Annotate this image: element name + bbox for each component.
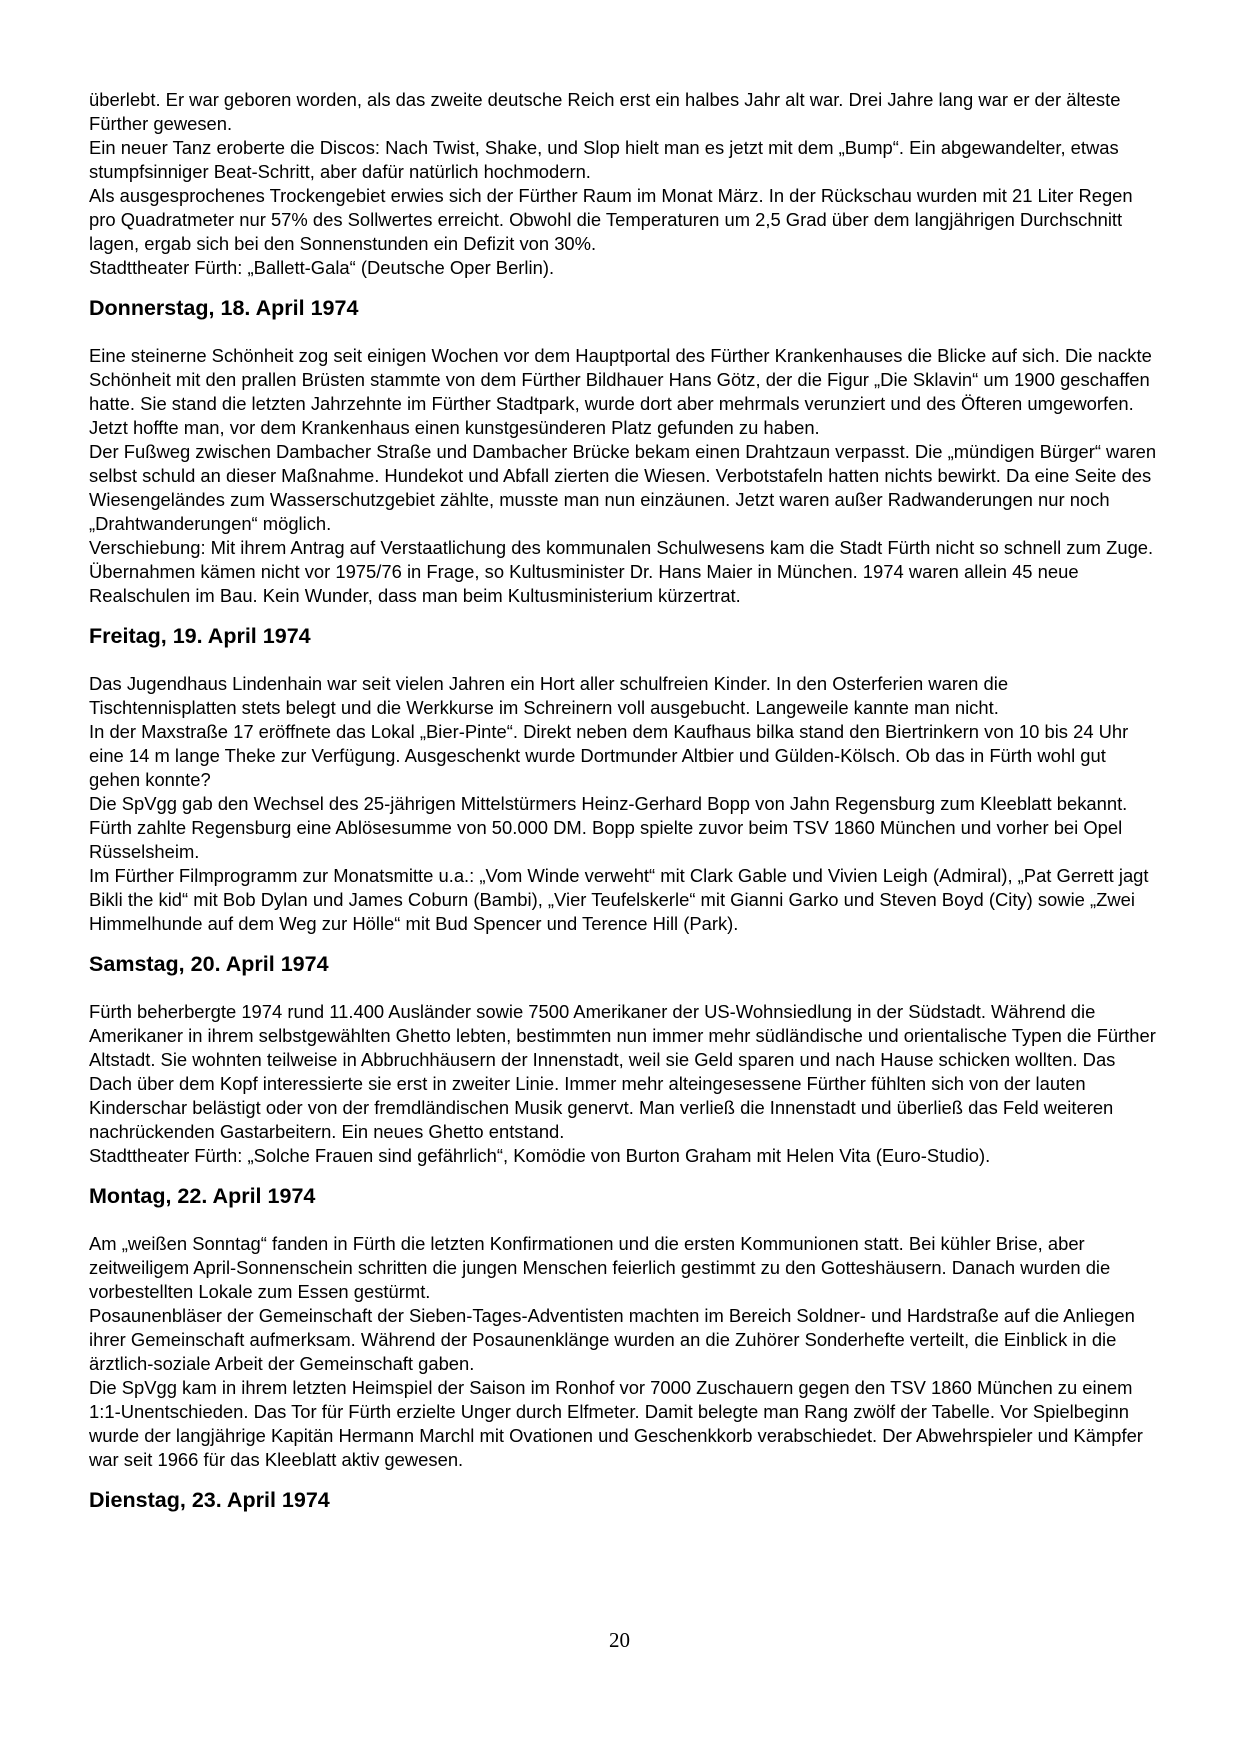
paragraph: Stadttheater Fürth: „Solche Frauen sind gefährlich“, Komödie von Burton Graham mit Helen Vita (Euro-Studio). — [89, 1145, 991, 1166]
day-heading: Dienstag, 23. April 1974 — [89, 1488, 330, 1512]
paragraph: Der Fußweg zwischen Dambacher Straße und Dambacher Brücke bekam einen Drahtzaun verpasst. Die „mündigen Bürger“ waren selbst schuld an dieser Maßnahme. Hundekot und Abfall zierten die Wiesen. Verbotstafeln hatten nichts bewirkt. Da eine Seite des Wiesengeländes zum Wasserschutzgebiet zählte, musste man nun einzäunen. Jetzt waren außer Radwanderungen nur noch „Drahtwanderungen“ möglich. — [89, 441, 1157, 534]
paragraph: Stadttheater Fürth: „Ballett-Gala“ (Deutsche Oper Berlin). — [89, 257, 555, 278]
paragraph: Als ausgesprochenes Trockengebiet erwies sich der Fürther Raum im Monat März. In der Rückschau wurden mit 21 Liter Regen pro Quadratmeter nur 57% des Sollwertes erreicht. Obwohl die Temperaturen um 2,5 Grad über dem langjährigen Durchschnitt lagen, ergab sich bei den Sonnenstunden ein Defizit von 30%. — [89, 185, 1133, 254]
page-number: 20 — [609, 1628, 630, 1652]
paragraph: Verschiebung: Mit ihrem Antrag auf Verstaatlichung des kommunalen Schulwesens kam die Stadt Fürth nicht so schnell zum Zuge. Übernahmen kämen nicht vor 1975/76 in Frage, so Kultusminister Dr. Hans Maier in München. 1974 waren allein 45 neue Realschulen im Bau. Kein Wunder, dass man beim Kultusministerium kürzertrat. — [89, 537, 1154, 606]
paragraph: Die SpVgg kam in ihrem letzten Heimspiel der Saison im Ronhof vor 7000 Zuschauern gegen den TSV 1860 München zu einem 1:1-Unentschieden. Das Tor für Fürth erzielte Unger durch Elfmeter. Damit belegte man Rang zwölf der Tabelle. Vor Spielbeginn wurde der langjährige Kapitän Hermann Marchl mit Ovationen und Geschenkkorb verabschiedet. Der Abwehrspieler und Kämpfer war seit 1966 für das Kleeblatt aktiv gewesen. — [89, 1377, 1143, 1470]
intro-section — [89, 88, 1159, 280]
paragraph: Ein neuer Tanz eroberte die Discos: Nach Twist, Shake, und Slop hielt man es jetzt mit dem „Bump“. Ein abgewandelter, etwas stumpfsinniger Beat-Schritt, aber dafür natürlich hochmodern. — [89, 137, 1119, 182]
paragraph: Am „weißen Sonntag“ fanden in Fürth die letzten Konfirmationen und die ersten Kommunionen statt. Bei kühler Brise, aber zeitweiligem April-Sonnenschein schritten die jungen Menschen feierlich gestimmt zu den Gotteshäusern. Danach wurden die vorbestellten Lokale zum Essen gestürmt. — [89, 1233, 1111, 1302]
paragraph: Im Fürther Filmprogramm zur Monatsmitte u.a.: „Vom Winde verweht“ mit Clark Gable und Vivien Leigh (Admiral), „Pat Gerrett jagt Bikli the kid“ mit Bob Dylan und James Coburn (Bambi), „Vier Teufelskerle“ mit Gianni Garko und Steven Boyd (City) sowie „Zwei Himmelhunde auf dem Weg zur Hölle“ mit Bud Spencer und Terence Hill (Park). — [89, 865, 1149, 934]
day-heading: Samstag, 20. April 1974 — [89, 952, 329, 976]
paragraph: In der Maxstraße 17 eröffnete das Lokal „Bier-Pinte“. Direkt neben dem Kaufhaus bilka stand den Biertrinkern von 10 bis 24 Uhr eine 14 m lange Theke zur Verfügung. Ausgeschenkt wurde Dortmunder Altbier und Gülden-Kölsch. Ob das in Fürth wohl gut gehen konnte? — [89, 721, 1129, 790]
document-page — [89, 88, 1159, 1536]
day-entry-friday — [89, 624, 1159, 936]
paragraph: Das Jugendhaus Lindenhain war seit vielen Jahren ein Hort aller schulfreien Kinder. In den Osterferien waren die Tischtennisplatten stets belegt und die Werkkurse im Schreinern voll ausgebucht. Langeweile kannte man nicht. — [89, 673, 1009, 718]
paragraph: Posaunenbläser der Gemeinschaft der Sieben-Tages-Adventisten machten im Bereich Soldner- und Hardstraße auf die Anliegen ihrer Gemeinschaft aufmerksam. Während der Posaunenklänge wurden an die Zuhörer Sonderhefte verteilt, die Einblick in die ärztlich-soziale Arbeit der Gemeinschaft gaben. — [89, 1305, 1135, 1374]
day-entry-monday — [89, 1184, 1159, 1472]
day-entry-saturday — [89, 952, 1159, 1168]
day-entry-tuesday — [89, 1488, 1159, 1512]
paragraph: Die SpVgg gab den Wechsel des 25-jährigen Mittelstürmers Heinz-Gerhard Bopp von Jahn Regensburg zum Kleeblatt bekannt. Fürth zahlte Regensburg eine Ablösesumme von 50.000 DM. Bopp spielte zuvor beim TSV 1860 München und vorher bei Opel Rüsselsheim. — [89, 793, 1128, 862]
day-heading: Montag, 22. April 1974 — [89, 1184, 316, 1208]
paragraph: überlebt. Er war geboren worden, als das zweite deutsche Reich erst ein halbes Jahr alt war. Drei Jahre lang war er der älteste Fürther gewesen. — [89, 89, 1121, 134]
day-entry-thursday — [89, 296, 1159, 608]
day-heading: Freitag, 19. April 1974 — [89, 624, 311, 648]
paragraph: Eine steinerne Schönheit zog seit einigen Wochen vor dem Hauptportal des Fürther Krankenhauses die Blicke auf sich. Die nackte Schönheit mit den prallen Brüsten stammte von dem Fürther Bildhauer Hans Götz, der die Figur „Die Sklavin“ um 1900 geschaffen hatte. Sie stand die letzten Jahrzehnte im Fürther Stadtpark, wurde dort aber mehrmals verunziert und des Öfteren umgeworfen. Jetzt hoffte man, vor dem Krankenhaus einen kunstgesünderen Platz gefunden zu haben. — [89, 345, 1152, 438]
day-heading: Donnerstag, 18. April 1974 — [89, 296, 359, 320]
paragraph: Fürth beherbergte 1974 rund 11.400 Ausländer sowie 7500 Amerikaner der US-Wohnsiedlung in der Südstadt. Während die Amerikaner in ihrem selbstgewählten Ghetto lebten, bestimmten nun immer mehr südländische und orientalische Typen die Fürther Altstadt. Sie wohnten teilweise in Abbruchhäusern der Innenstadt, weil sie Geld sparen und nach Hause schicken wollten. Das Dach über dem Kopf interessierte sie erst in zweiter Linie. Immer mehr alteingesessene Fürther fühlten sich von der lauten Kinderschar belästigt oder von der fremdländischen Musik genervt. Man verließ die Innenstadt und überließ das Feld weiteren nachrückenden Gastarbeitern. Ein neues Ghetto entstand. — [89, 1001, 1156, 1142]
